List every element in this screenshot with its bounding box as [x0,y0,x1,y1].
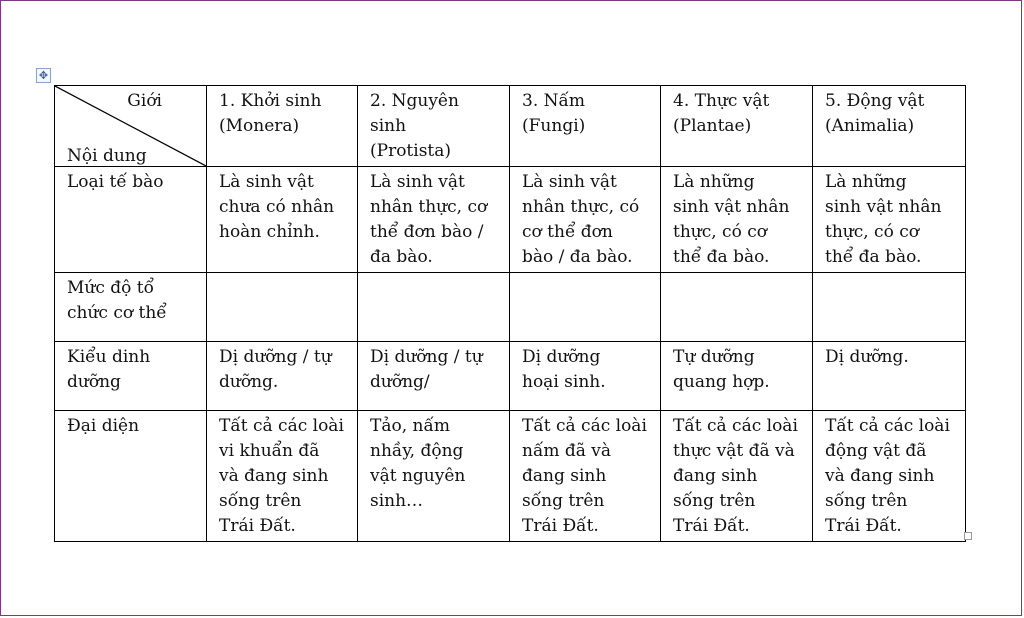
table-cell [358,411,510,542]
cell-text: Tất cả các loài thực vật đã và đang sinh sống trên Trái Đất. [673,416,798,536]
corner-label-kingdom: Giới [127,91,162,111]
table-row-nutrition [55,342,966,411]
table-cell [510,342,661,411]
kingdom-comparison-table [54,85,966,542]
row-label: Đại diện [67,416,140,436]
table-cell [661,342,813,411]
row-label-cell [55,273,207,342]
header-row [55,86,966,167]
header-cell-plantae [661,86,813,167]
header-text: 2. Nguyên sinh (Protista) [370,91,459,161]
cell-text: Tất cả các loài vi khuẩn đã và đang sinh sống trên Trái Đất. [219,416,344,536]
header-cell-protista [358,86,510,167]
table-cell [813,273,966,342]
table-cell [358,342,510,411]
table-resize-handle-icon[interactable] [964,532,972,540]
table-row-cell-type [55,167,966,273]
table-cell [510,411,661,542]
header-text: 1. Khởi sinh (Monera) [219,91,322,136]
row-label: Loại tế bào [67,172,164,192]
table-cell [207,273,358,342]
row-label-cell [55,342,207,411]
table-cell [813,342,966,411]
table-cell [358,167,510,273]
row-label-cell [55,411,207,542]
table-move-handle-icon[interactable]: ✥ [36,68,51,83]
corner-label-content: Nội dung [67,146,147,166]
table-cell [661,167,813,273]
cell-text: Là sinh vật nhân thực, có cơ thể đơn bào / đa bào. [522,172,640,267]
cell-text: Dị dưỡng / tự dưỡng. [219,347,332,392]
cell-text: Là sinh vật chưa có nhân hoàn chỉnh. [219,172,335,242]
header-cell-monera [207,86,358,167]
table-cell [661,411,813,542]
table-cell [510,167,661,273]
header-text: 5. Động vật (Animalia) [825,91,925,136]
row-label-cell [55,167,207,273]
cell-text: Là sinh vật nhân thực, cơ thể đơn bào / đa bào. [370,172,488,267]
header-cell-animalia [813,86,966,167]
table-cell [207,411,358,542]
table-row-organization [55,273,966,342]
table-row-representatives [55,411,966,542]
row-label: Kiểu dinh dưỡng [67,347,151,392]
cell-text: Là những sinh vật nhân thực, có cơ thể đa bào. [825,172,942,267]
cell-text: Tự dưỡng quang hợp. [673,347,770,392]
table-cell [661,273,813,342]
table-cell [358,273,510,342]
table-cell [510,273,661,342]
header-cell-fungi [510,86,661,167]
header-text: 4. Thực vật (Plantae) [673,91,770,136]
cell-text: Dị dưỡng. [825,347,909,367]
table-cell [813,411,966,542]
cell-text: Tất cả các loài nấm đã và đang sinh sống trên Trái Đất. [522,416,647,536]
cell-text: Dị dưỡng / tự dưỡng/ [370,347,483,392]
row-label: Mức độ tổ chức cơ thể [67,278,167,323]
header-text: 3. Nấm (Fungi) [522,91,586,136]
cell-text: Tảo, nấm nhầy, động vật nguyên sinh… [370,416,466,511]
corner-cell [55,86,207,167]
table-cell [207,167,358,273]
table-cell [207,342,358,411]
cell-text: Là những sinh vật nhân thực, có cơ thể đa bào. [673,172,790,267]
table-cell [813,167,966,273]
cell-text: Tất cả các loài động vật đã và đang sinh sống trên Trái Đất. [825,416,950,536]
cell-text: Dị dưỡng hoại sinh. [522,347,606,392]
